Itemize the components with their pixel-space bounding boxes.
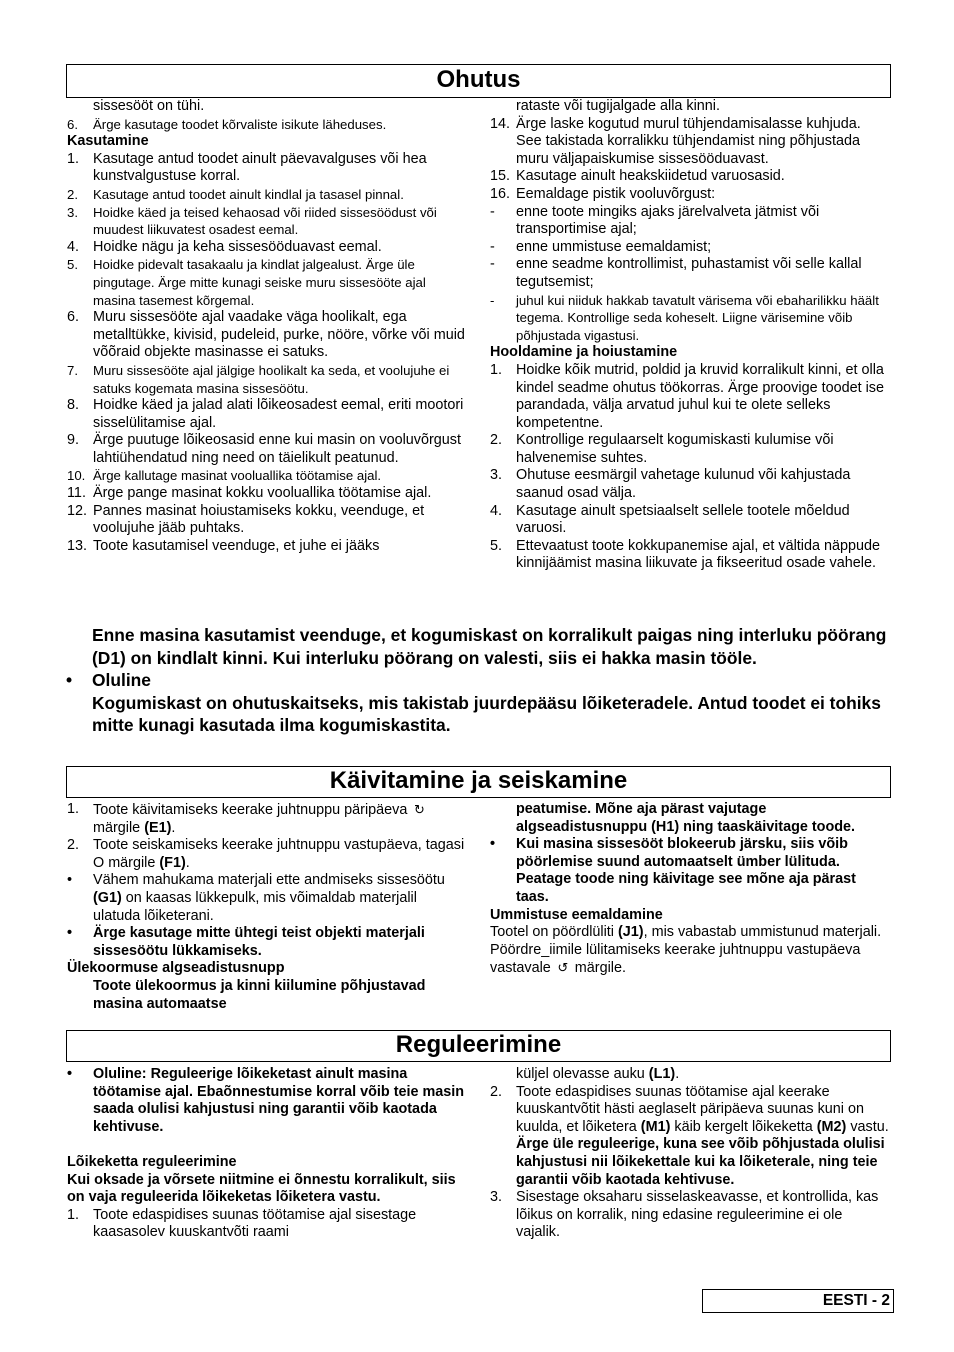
paragraph: Toote ülekoormus ja kinni kiilumine põhjustavad masina automaatse (93, 977, 426, 1012)
item-number: 6. (67, 116, 78, 132)
list-item (490, 467, 890, 502)
list-item (67, 467, 467, 485)
list-item (67, 432, 467, 467)
list-item (67, 204, 467, 239)
list-item (67, 362, 467, 397)
item-text: Ohutuse eesmärgil vahetage kulunud või kahjustada saanud osad välja. (516, 467, 851, 502)
list-item (67, 98, 467, 116)
item-number: 8. (67, 397, 80, 414)
item-text: Tootel on pöördlüliti (490, 924, 614, 941)
item-number: 1. (67, 801, 80, 817)
item-text: Ärge kasutage toodet kõrvaliste isikute läheduses. (93, 116, 387, 132)
item-number: 3. (67, 204, 78, 220)
list-item (490, 239, 890, 257)
list-item (490, 186, 890, 204)
section-header-reguleerimine: Reguleerimine (66, 1030, 891, 1062)
item-number: 4. (67, 238, 80, 255)
list-item (490, 204, 890, 239)
ohutus-right-column (490, 98, 890, 573)
list-item (67, 309, 467, 362)
item-number: 5. (67, 257, 78, 273)
list-item (67, 397, 467, 432)
subheading: Ummistuse eemaldamine (490, 906, 663, 923)
list-item (67, 256, 467, 309)
item-text: Ärge pange masinat kokku vooluallika töötamise ajal. (93, 485, 432, 502)
item-text: käib kergelt lõikeketta (674, 1118, 813, 1135)
part-ref: (L1) (648, 1066, 676, 1082)
notice-collector-safety: Kogumiskast on ohutuskaitseks, mis takistab juurdepääsu lõiketeradele. Antud toodet ei tohiks mitte kunagi kasutada ilma kogumiskastita. (92, 692, 881, 735)
punct: . (675, 1066, 680, 1082)
item-text: Toote edaspidises suunas töötamise ajal keerake kuuskantvõtit hästi aeglaselt päripäeva suunas kuni on kuulda, et lõiketera (516, 1083, 864, 1135)
item-text: Toote käivitamiseks keerake juhtnuppu päripäeva (93, 802, 408, 818)
item-text: enne ummistuse eemaldamist; (516, 238, 712, 255)
item-text: Kasutage ainult spetsiaalselt sellele tootele mõeldud varuosi. (516, 502, 850, 537)
item-text: vastu. (850, 1118, 889, 1135)
list-item (67, 485, 467, 503)
list-item (490, 116, 890, 169)
item-text: Toote seiskamiseks keerake juhtnuppu vastupäeva, tagasi O märgile (93, 837, 465, 871)
paragraph: peatumise. Mõne aja pärast vajutage algseadistusnuppu (H1) ning taaskäivitage toode. (516, 801, 856, 835)
list-item (67, 239, 467, 257)
paragraph (490, 1066, 890, 1084)
part-ref: (M1) (640, 1118, 671, 1135)
item-text: Kui masina sissesööt blokeerub järsku, siis võib pöörlemise suund automaatselt ümber lülituda. Peatage toode ning käivitage see mõne aja pärast taas. (516, 836, 856, 905)
item-number: 2. (490, 432, 503, 449)
bullet: • (490, 836, 496, 853)
list-item (490, 836, 890, 906)
item-text: Hoidke käed ja teised kehaosad või riided sissesöödust või muudest liikuvatest osadest eemal. (93, 204, 437, 238)
subheading: Lõikeketta reguleerimine (67, 1153, 237, 1170)
list-item (490, 362, 890, 432)
item-number: 15. (490, 168, 511, 185)
part-ref: (E1) (144, 819, 172, 836)
punct: . (185, 854, 190, 871)
item-text: Sisestage oksaharu sisselaskeavasse, et kontrollida, kas lõikus on korralik, ning edasine reguleerimine ei ole vajalik. (516, 1189, 879, 1241)
list-item (490, 503, 890, 538)
item-number: 4. (490, 502, 503, 519)
item-text: Muru sissesööte ajal vaadake väga hoolikalt, ega metalltükke, kivisid, pudeleid, purke, nööre, võrke või muid võõraid objekte masinasse ei satuks. (93, 309, 465, 361)
item-number: 12. (67, 502, 88, 519)
item-text: Eemaldage pistik vooluvõrgust: (516, 185, 716, 202)
item-text: Ärge laske kogutud murul tühjendamisalasse kuhjuda. See takistada korralikku tühjendamist ning põhjustada muru väljapaiskumise sissesööduavast. (516, 115, 861, 167)
item-number: 10. (67, 468, 86, 484)
list-item (67, 503, 467, 538)
item-text: Hoidke nägu ja keha sissesööduavast eemal. (93, 238, 382, 255)
list-item (490, 432, 890, 467)
item-text: märgile. (574, 960, 626, 977)
item-number: 2. (490, 1083, 503, 1100)
list-item (67, 1207, 467, 1242)
item-text: Ärge kasutage mitte ühtegi teist objekti materjali sissesöötu lükkamiseks. (93, 925, 425, 959)
part-ref: (G1) (93, 889, 122, 906)
item-text: Hoidke pidevalt tasakaalu ja kindlat jalgealust. Ärge üle pingutage. Ärge mitte kunagi seiske muru sissesööte ajal masina tasemest kõrgemal. (93, 257, 426, 308)
item-number: 7. (67, 362, 78, 378)
reguleerimine-right-column (490, 1066, 890, 1242)
list-item (490, 292, 890, 345)
item-text: küljel olevasse auku (516, 1066, 645, 1082)
item-number: 2. (67, 837, 80, 854)
kaivitamine-left-column (67, 801, 467, 1013)
item-text: Ettevaatust toote kokkupanemise ajal, et vältida näppude kinnijäämist masina liikuvate ja fikseeritud osade vahele. (516, 537, 881, 572)
list-item (67, 538, 467, 556)
bullet: • (67, 872, 73, 889)
item-text: märgile (93, 819, 141, 836)
item-text: Toote edaspidises suunas töötamise ajal sisestage kaasasolev kuuskantvõti raami (93, 1206, 417, 1241)
reguleerimine-left-column (67, 1066, 467, 1242)
page-footer: EESTI - 2 (702, 1289, 894, 1313)
ohutus-left-column (67, 98, 467, 555)
subheading: Kasutamine (67, 133, 149, 150)
list-item (67, 925, 467, 960)
notice-collector-check: Enne masina kasutamist veenduge, et kogumiskast on korralikult paigas ning interluku pöörang (D1) on kindlalt kinni. Kui interluku pöörang on valesti, siis ei hakka masin tööle. (92, 625, 887, 668)
item-text: juhul kui niiduk hakkab tavatult värisema või ebaharilikku häält tegema. Kontrollige seda koheselt. Liigne värisemine võib põhjustada vigastusi. (516, 292, 879, 343)
item-number: - (490, 203, 495, 220)
item-text: Hoidke kõik mutrid, poldid ja kruvid korralikult kinni, et olla kindel seadme ohutus töökorras. Ärge proovige toodet ise parandada, välja arvatud juhul kui te olete selleks kompetentne. (516, 361, 884, 431)
item-text: Kontrollige regulaarselt kogumiskasti kulumise või halvenemise suhtes. (516, 432, 834, 466)
bullet: • (67, 925, 73, 942)
item-text: Kasutage ainult heakskiidetud varuosasid. (516, 168, 785, 185)
kaivitamine-right-column (490, 801, 890, 978)
item-text: Vähem mahukama materjali ette andmiseks sissesöötu (93, 872, 445, 889)
item-number: 5. (490, 537, 503, 554)
list-item (490, 98, 890, 116)
section-header-kaivitamine: Käivitamine ja seiskamine (66, 766, 891, 798)
list-item (67, 1066, 467, 1136)
list-item (490, 1084, 890, 1190)
list-item (67, 872, 467, 925)
part-ref: (F1) (159, 854, 186, 871)
bullet: • (66, 670, 73, 690)
punct: . (171, 819, 176, 836)
item-text: , mis vabastab ummistunud materjali. Pöördre_iimile lülitamiseks keerake juhtnuppu vastupäeva vastavale (490, 924, 882, 977)
list-item (67, 186, 467, 204)
clockwise-arrow-icon: ↻ (413, 802, 425, 817)
item-text: Toote kasutamisel veenduge, et juhe ei jääks (93, 537, 380, 554)
safety-notice (66, 624, 896, 737)
item-number: 14. (490, 115, 511, 132)
item-text: Kasutage antud toodet ainult kindlal ja tasasel pinnal. (93, 186, 404, 202)
part-ref: (M2) (816, 1118, 847, 1135)
item-number: - (490, 292, 495, 308)
list-item (490, 538, 890, 573)
subheading: Hooldamine ja hoiustamine (490, 344, 678, 361)
item-text: enne seadme kontrollimist, puhastamist või selle kallal tegutsemist; (516, 256, 862, 290)
notice-important-label: Oluline (92, 670, 151, 690)
item-number: 11. (67, 485, 86, 502)
item-number: 1. (67, 1206, 80, 1223)
item-number: 16. (490, 185, 511, 202)
item-number: 6. (67, 309, 80, 326)
list-item (67, 116, 467, 134)
item-text: on kaasas lükkepulk, mis võimaldab materjalil ulatuda lõiketerani. (93, 889, 417, 924)
item-number: - (490, 256, 495, 273)
item-number: 13. (67, 537, 88, 554)
item-text: Ärge puutuge lõikeosasid enne kui masin on vooluvõrgust lahtiühendatud ning need on täielikult peatunud. (93, 432, 461, 466)
item-text: rataste või tugijalgade alla kinni. (516, 98, 720, 114)
item-number: 1. (67, 150, 80, 167)
item-text: Ärge kallutage masinat vooluallika töötamise ajal. (93, 468, 382, 484)
list-item (67, 837, 467, 872)
item-text: Muru sissesööte ajal jälgige hoolikalt ka seda, et voolujuhe ei satuks kogemata masina sissesöötu. (93, 362, 450, 396)
item-number: 1. (490, 361, 503, 378)
subheading: Ülekoormuse algseadistusnupp (67, 960, 285, 977)
paragraph (490, 924, 890, 978)
list-item (490, 1189, 890, 1242)
item-text: Hoidke käed ja jalad alati lõikeosadest eemal, eriti mootori sisselülitamise ajal. (93, 397, 464, 431)
item-number: 3. (490, 1189, 503, 1206)
item-number: 3. (490, 467, 503, 484)
item-number: 9. (67, 432, 80, 449)
warning-text: Ärge üle reguleerige, kuna see võib põhjustada olulisi kahjustusi nii lõikekettale kui ka lõiketerale, ning teie garantii võib kaotada kehtivuse. (516, 1136, 885, 1188)
item-text: sissesööt on tühi. (93, 98, 205, 114)
part-ref: (J1) (618, 924, 644, 941)
notice-important (66, 669, 896, 692)
list-item (67, 151, 467, 186)
list-item (67, 801, 467, 837)
item-text: Pannes masinat hoiustamiseks kokku, veenduge, et voolujuhe jääb puhtaks. (93, 502, 425, 537)
section-header-ohutus: Ohutus (66, 64, 891, 98)
item-number: - (490, 238, 495, 255)
list-item (490, 168, 890, 186)
counterclockwise-arrow-icon: ↺ (557, 960, 569, 976)
paragraph: Kui oksade ja võrsete niitmine ei õnnestu korralikult, siis on vaja reguleerida lõikeketas lõiketera vastu. (67, 1171, 456, 1206)
item-text: enne toote mingiks ajaks järelvalveta jätmist või transportimise ajal; (516, 203, 820, 238)
item-number: 2. (67, 186, 78, 202)
item-text: Kasutage antud toodet ainult päevavalguses või hea kunstvalgustuse korral. (93, 150, 427, 185)
list-item (490, 256, 890, 291)
bullet: • (67, 1066, 73, 1082)
item-text: Oluline: Reguleerige lõikeketast ainult masina töötamise ajal. Ebaõnnestumise korral võib teie masin saada olulisi kahjustusi ning garantii võib kaotada kehtivuse. (93, 1066, 465, 1135)
